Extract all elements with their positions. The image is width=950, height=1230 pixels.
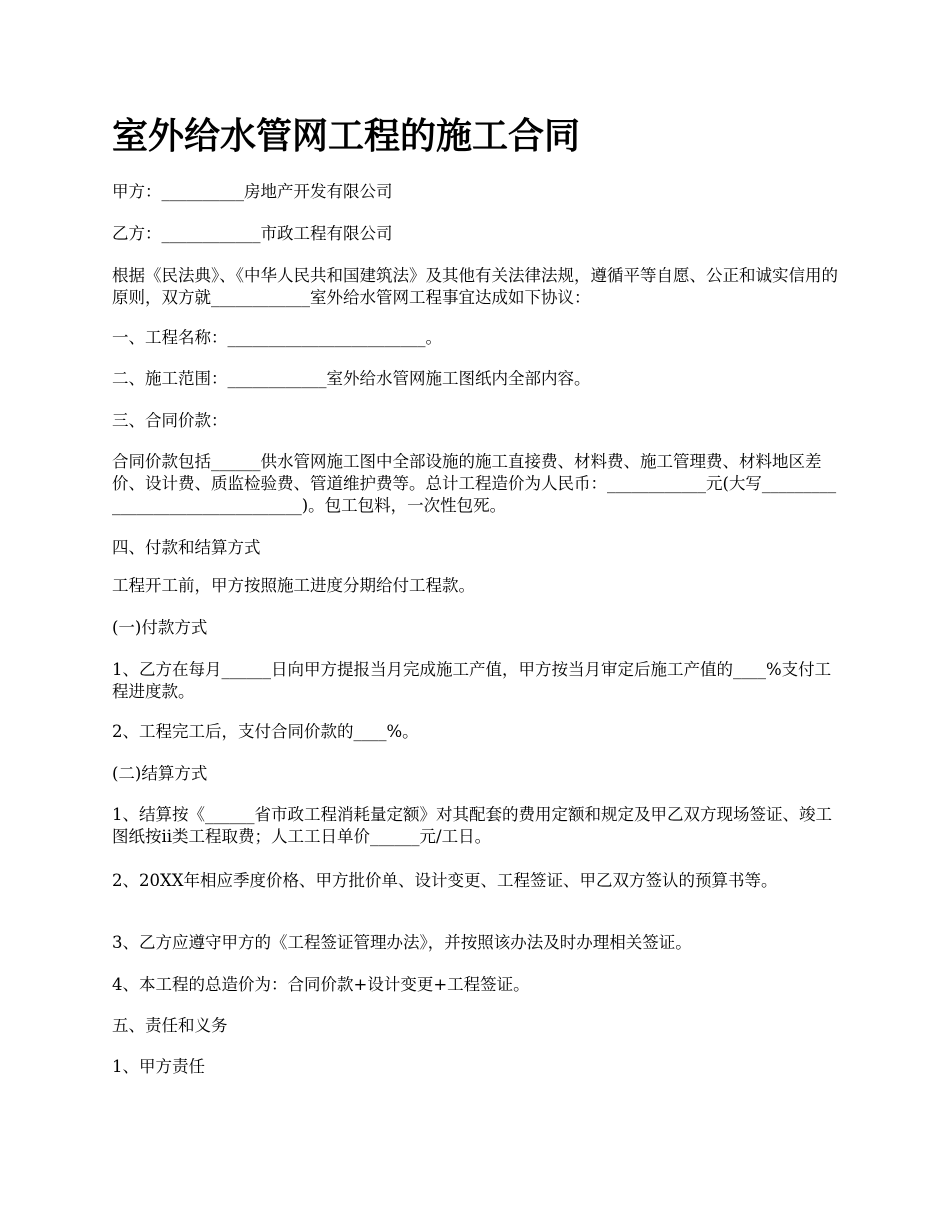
section-payment-settlement-heading: 四、付款和结算方式 — [112, 538, 261, 557]
settlement-item-3: 3、乙方应遵守甲方的《工程签证管理办法》，并按照该办法及时办理相关签证。 — [112, 933, 692, 952]
payment-item-1: 1、乙方在每月______日向甲方提报当月完成施工产值，甲方按当月审定后施工产值的____%支付工程进度款。 — [112, 660, 832, 701]
party-a-responsibility-heading: 1、甲方责任 — [112, 1057, 205, 1076]
payment-item-2: 2、工程完工后，支付合同价款的____%。 — [112, 722, 419, 741]
preamble-paragraph: 根据《民法典》、《中华人民共和国建筑法》及其他有关法律法规，遵循平等自愿、公正和诚实信用的原则，双方就____________室外给水管网工程事宜达成如下协议： — [112, 266, 838, 307]
contract-price-paragraph: 合同价款包括______供水管网施工图中全部设施的施工直接费、材料费、施工管理费、材料地区差价、设计费、质监检验费、管道维护费等。总计工程造价为人民币：____________元(大写________________________________)。包工包料，一次性包死。 — [112, 452, 837, 515]
section-responsibilities-heading: 五、责任和义务 — [112, 1016, 228, 1035]
section-contract-price-heading: 三、合同价款： — [112, 411, 228, 430]
settlement-item-4: 4、本工程的总造价为：合同价款+设计变更+工程签证。 — [112, 975, 530, 994]
settlement-item-2: 2、20XX年相应季度价格、甲方批价单、设计变更、工程签证、甲乙双方签认的预算书等。 — [112, 871, 778, 890]
section-construction-scope: 二、施工范围：____________室外给水管网施工图纸内全部内容。 — [112, 369, 591, 388]
party-a-line: 甲方：__________房地产开发有限公司 — [112, 182, 393, 201]
subsection-payment-method: (一)付款方式 — [112, 618, 208, 637]
subsection-settlement-method: (二)结算方式 — [112, 764, 208, 783]
payment-progress-paragraph: 工程开工前，甲方按照施工进度分期给付工程款。 — [112, 576, 475, 595]
document-title: 室外给水管网工程的施工合同 — [112, 115, 581, 157]
section-project-name: 一、工程名称：________________________。 — [112, 328, 442, 347]
settlement-item-1: 1、结算按《______省市政工程消耗量定额》对其配套的费用定额和规定及甲乙双方现场签证、竣工图纸按ⅱ类工程取费；人工工日单价______元/工日。 — [112, 805, 832, 846]
party-b-line: 乙方：____________市政工程有限公司 — [112, 224, 393, 243]
